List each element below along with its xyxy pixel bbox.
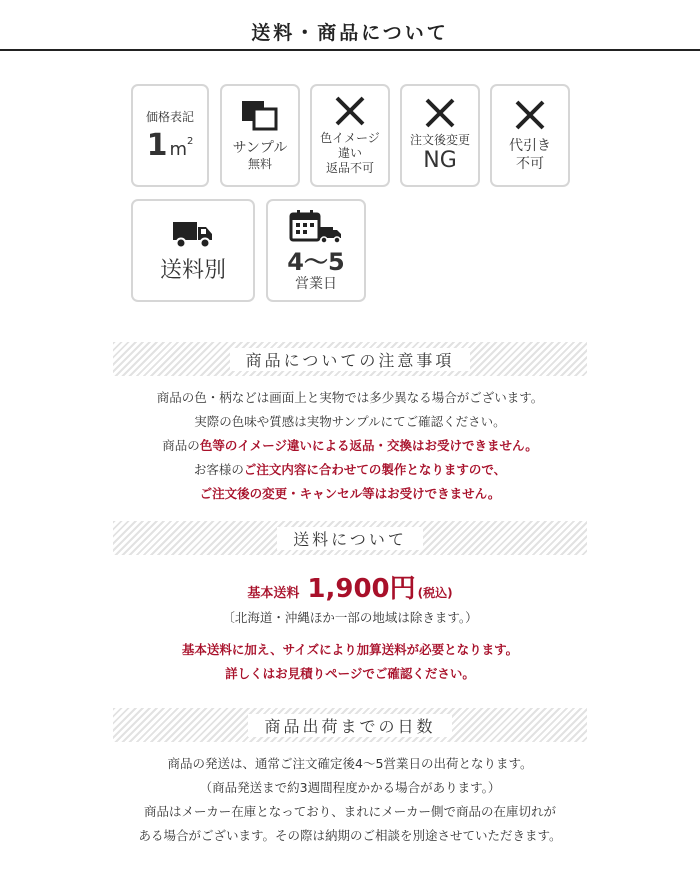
calendar-truck-icon xyxy=(289,209,343,245)
page-title: 送料・商品について xyxy=(251,22,449,44)
shipping-extra xyxy=(0,638,700,686)
badge-cod xyxy=(490,84,570,187)
section-header-notice xyxy=(113,342,587,376)
section-header-shipping xyxy=(113,521,587,555)
squares-icon xyxy=(240,99,280,133)
badge-sample-line2: 無料 xyxy=(247,157,272,171)
notice-line3 xyxy=(0,434,700,458)
shipping-extra-line1: 基本送料に加え、サイズにより加算送料が必要となります。 xyxy=(181,642,519,657)
notice-line2: 実際の色味や質感は実物サンプルにてご確認ください。 xyxy=(194,414,506,429)
badge-change-line1: 注文後変更 xyxy=(409,133,470,147)
badge-price-value-wrap xyxy=(146,128,194,163)
badge-color-image xyxy=(310,84,390,187)
badge-price-label: 価格表記 xyxy=(145,110,194,124)
notice-text xyxy=(0,386,700,506)
delivery-heading: 商品出荷までの日数 xyxy=(248,714,451,737)
notice-line1: 商品の色・柄などは画面上と実物では多少異なる場合がございます。 xyxy=(156,390,544,405)
title-divider xyxy=(0,49,700,51)
badge-image-line2: 違い xyxy=(337,146,362,160)
shipping-exception: 〔北海道・沖縄ほか一部の地域は除きます。） xyxy=(222,610,478,625)
badge-change-line2: NG xyxy=(423,148,457,173)
badge-cod-line2: 不可 xyxy=(516,155,544,172)
badge-price-unit xyxy=(131,84,209,187)
badge-shipping-label: 送料別 xyxy=(159,257,226,283)
delivery-line2: （商品発送まで約3週間程度かかる場合があります。） xyxy=(199,780,501,795)
badge-business-days xyxy=(266,199,366,302)
notice-line4 xyxy=(0,458,700,482)
notice-line5-warning: ご注文後の変更・キャンセル等はお受けできません。 xyxy=(199,486,501,501)
badge-days-label: 営業日 xyxy=(295,275,337,292)
shipping-price-row xyxy=(0,568,700,605)
badge-order-change xyxy=(400,84,480,187)
cross-icon xyxy=(334,95,366,127)
shipping-base-price: 1,900円 xyxy=(307,574,416,604)
badge-shipping-separate xyxy=(131,199,255,302)
badge-sample-line1: サンプル xyxy=(232,140,288,156)
badge-price-value: 1 xyxy=(146,128,168,163)
notice-line4-prefix: お客様の xyxy=(193,462,244,477)
delivery-text xyxy=(0,752,700,848)
badge-days-value: 4〜5 xyxy=(287,247,345,276)
truck-icon xyxy=(171,218,215,250)
notice-line3-warning: 色等のイメージ違いによる返品・交換はお受けできません。 xyxy=(199,438,538,453)
delivery-line3: 商品はメーカー在庫となっており、まれにメーカー側で商品の在庫切れが xyxy=(143,804,556,819)
cross-icon xyxy=(514,99,546,131)
notice-heading: 商品についての注意事項 xyxy=(230,348,471,371)
notice-line4-warning: ご注文内容に合わせての製作となりますので、 xyxy=(243,462,507,477)
section-header-delivery xyxy=(113,708,587,742)
badge-price-unit-label: m xyxy=(169,139,188,160)
shipping-heading: 送料について xyxy=(277,527,423,550)
badge-price-unit-sup: 2 xyxy=(187,136,194,147)
shipping-tax-note: (税込) xyxy=(417,586,453,600)
shipping-extra-line2: 詳しくはお見積りページでご確認ください。 xyxy=(225,666,475,681)
badge-image-line3: 返品不可 xyxy=(325,161,374,175)
shipping-base-label: 基本送料 xyxy=(247,586,300,601)
badge-image-line1: 色イメージ xyxy=(320,131,380,145)
cross-icon xyxy=(424,97,456,129)
badge-sample-free xyxy=(220,84,300,187)
delivery-line4: ある場合がございます。その際は納期のご相談を別途させていただきます。 xyxy=(138,828,562,843)
badge-cod-line1: 代引き xyxy=(509,137,551,154)
notice-line3-prefix: 商品の xyxy=(162,438,200,453)
delivery-line1: 商品の発送は、通常ご注文確定後4〜5営業日の出荷となります。 xyxy=(167,756,533,771)
